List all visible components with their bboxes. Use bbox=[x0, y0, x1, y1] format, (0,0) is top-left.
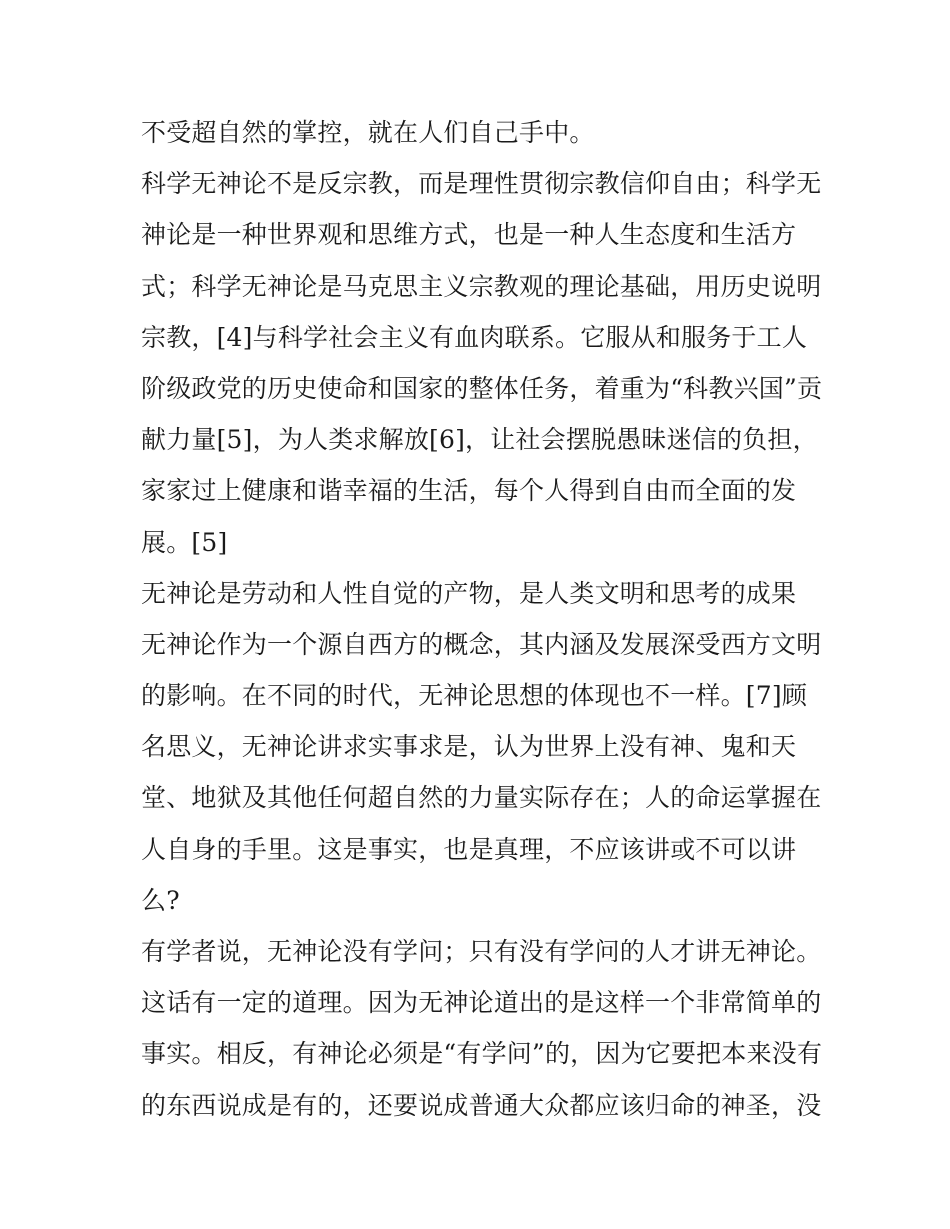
text-line-8: 家家过上健康和谐幸福的生活，每个人得到自由而全面的发 bbox=[141, 476, 797, 506]
text-line-3: 神论是一种世界观和思维方式，也是一种人生态度和生活方 bbox=[141, 220, 797, 250]
text-line-18: 这话有一定的道理。因为无神论道出的是这样一个非常简单的 bbox=[141, 988, 822, 1018]
text-body bbox=[141, 107, 823, 1131]
text-line-12: 的影响。在不同的时代，无神论思想的体现也不一样。[7]顾 bbox=[141, 681, 808, 711]
text-line-7: 献力量[5]，为人类求解放[6]，让社会摆脱愚昧迷信的负担， bbox=[141, 425, 818, 455]
text-line-9: 展。[5] bbox=[141, 527, 228, 557]
text-line-17: 有学者说，无神论没有学问；只有没有学问的人才讲无神论。 bbox=[141, 937, 822, 966]
text-line-13: 名思义，无神论讲求实事求是，认为世界上没有神、鬼和天 bbox=[141, 732, 797, 762]
text-line-6: 阶级政党的历史使命和国家的整体任务，着重为“科教兴国”贡 bbox=[141, 373, 823, 403]
text-line-5: 宗教，[4]与科学社会主义有血肉联系。它服从和服务于工人 bbox=[141, 322, 808, 352]
text-line-19: 事实。相反，有神论必须是“有学问”的，因为它要把本来没有 bbox=[141, 1039, 823, 1069]
text-line-2: 科学无神论不是反宗教，而是理性贯彻宗教信仰自由；科学无 bbox=[141, 169, 822, 199]
text-line-10: 无神论是劳动和人性自觉的产物，是人类文明和思考的成果 bbox=[141, 578, 797, 608]
text-line-14: 堂、地狱及其他任何超自然的力量实际存在；人的命运掌握在 bbox=[141, 783, 822, 813]
text-line-11: 无神论作为一个源自西方的概念，其内涵及发展深受西方文明 bbox=[141, 629, 822, 659]
text-line-20: 的东西说成是有的，还要说成普通大众都应该归命的神圣，没 bbox=[141, 1090, 822, 1120]
text-line-16: 么? bbox=[141, 885, 180, 915]
text-line-15: 人自身的手里。这是事实，也是真理，不应该讲或不可以讲 bbox=[141, 834, 797, 864]
text-line-1: 不受超自然的掌控，就在人们自己手中。 bbox=[141, 118, 595, 147]
text-line-4: 式；科学无神论是马克思主义宗教观的理论基础，用历史说明 bbox=[141, 271, 822, 301]
